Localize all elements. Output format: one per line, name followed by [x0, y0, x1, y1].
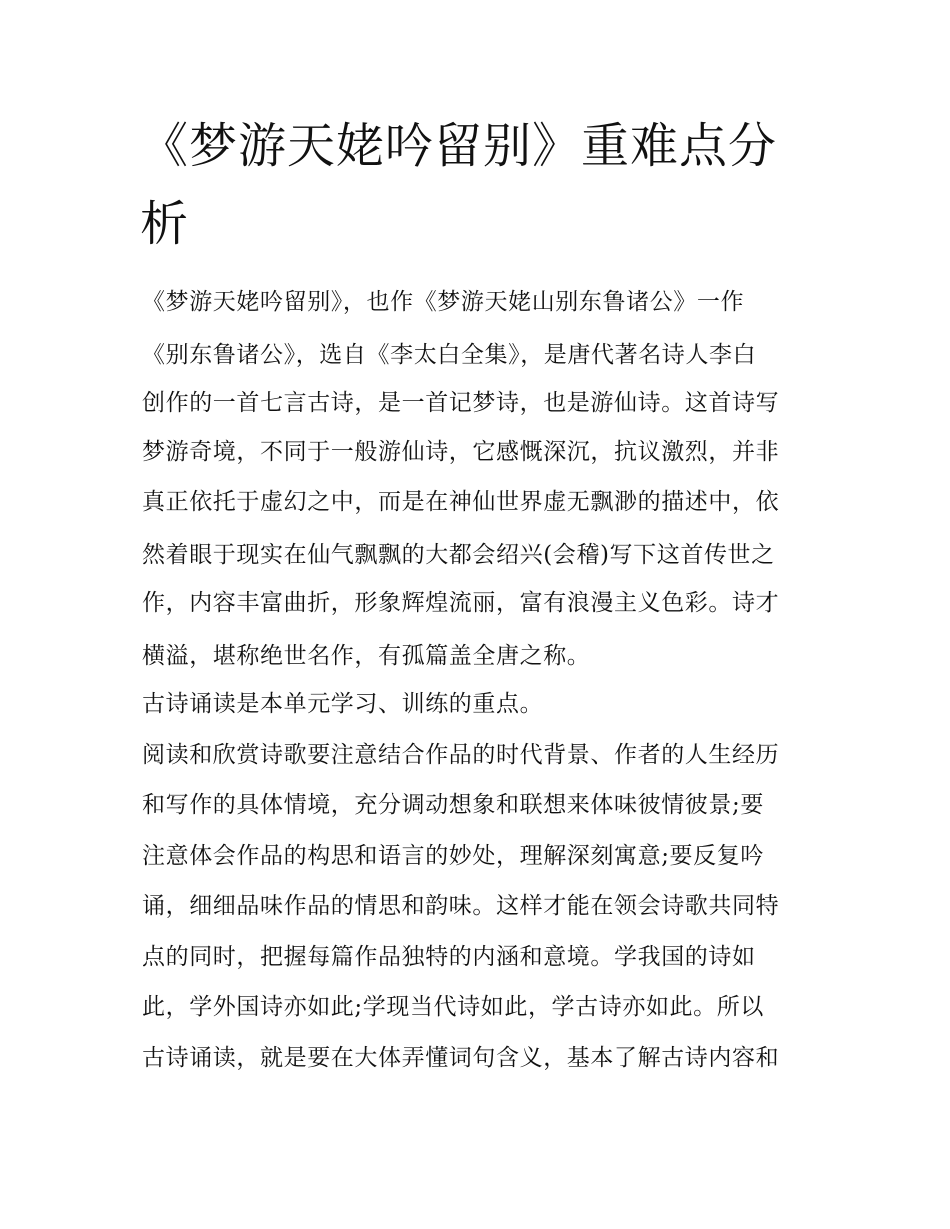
body-text-line: 《梦游天姥吟留别》，也作《梦游天姥山别东鲁诸公》一作 — [142, 289, 745, 315]
body-text-line: 注意体会作品的构思和语言的妙处，理解深刻寓意;要反复吟 — [142, 843, 764, 869]
document-title-line-1: 《梦游天姥吟留别》重难点分 — [140, 118, 778, 174]
body-text-line: 真正依托于虚幻之中，而是在神仙世界虚无飘渺的描述中，依 — [142, 489, 780, 515]
body-text-line: 梦游奇境，不同于一般游仙诗，它感慨深沉，抗议激烈，并非 — [142, 439, 780, 465]
body-text-line: 创作的一首七言古诗，是一首记梦诗，也是游仙诗。这首诗写 — [142, 390, 780, 416]
body-text-line: 《别东鲁诸公》，选自《李太白全集》，是唐代著名诗人李白 — [142, 342, 757, 368]
body-text-line: 古诗诵读，就是要在大体弄懂词句含义，基本了解古诗内容和 — [142, 1045, 780, 1071]
body-text-line: 此，学外国诗亦如此;学现当代诗如此，学古诗亦如此。所以 — [142, 994, 764, 1020]
body-text-line: 然着眼于现实在仙气飘飘的大都会绍兴(会稽)写下这首传世之 — [142, 542, 775, 568]
document-title-line-2: 析 — [140, 196, 190, 252]
body-text-line: 和写作的具体情境，充分调动想象和联想来体味彼情彼景;要 — [142, 792, 764, 818]
body-text-line: 作，内容丰富曲折，形象辉煌流丽，富有浪漫主义色彩。诗才 — [142, 590, 780, 616]
body-text-line: 点的同时，把握每篇作品独特的内涵和意境。学我国的诗如 — [142, 944, 756, 970]
body-text-line: 阅读和欣赏诗歌要注意结合作品的时代背景、作者的人生经历 — [142, 742, 780, 768]
body-text-line: 横溢，堪称绝世名作，有孤篇盖全唐之称。 — [142, 643, 591, 669]
body-text-line: 诵，细细品味作品的情思和韵味。这样才能在领会诗歌共同特 — [142, 893, 780, 919]
body-text-line: 古诗诵读是本单元学习、训练的重点。 — [142, 691, 544, 717]
